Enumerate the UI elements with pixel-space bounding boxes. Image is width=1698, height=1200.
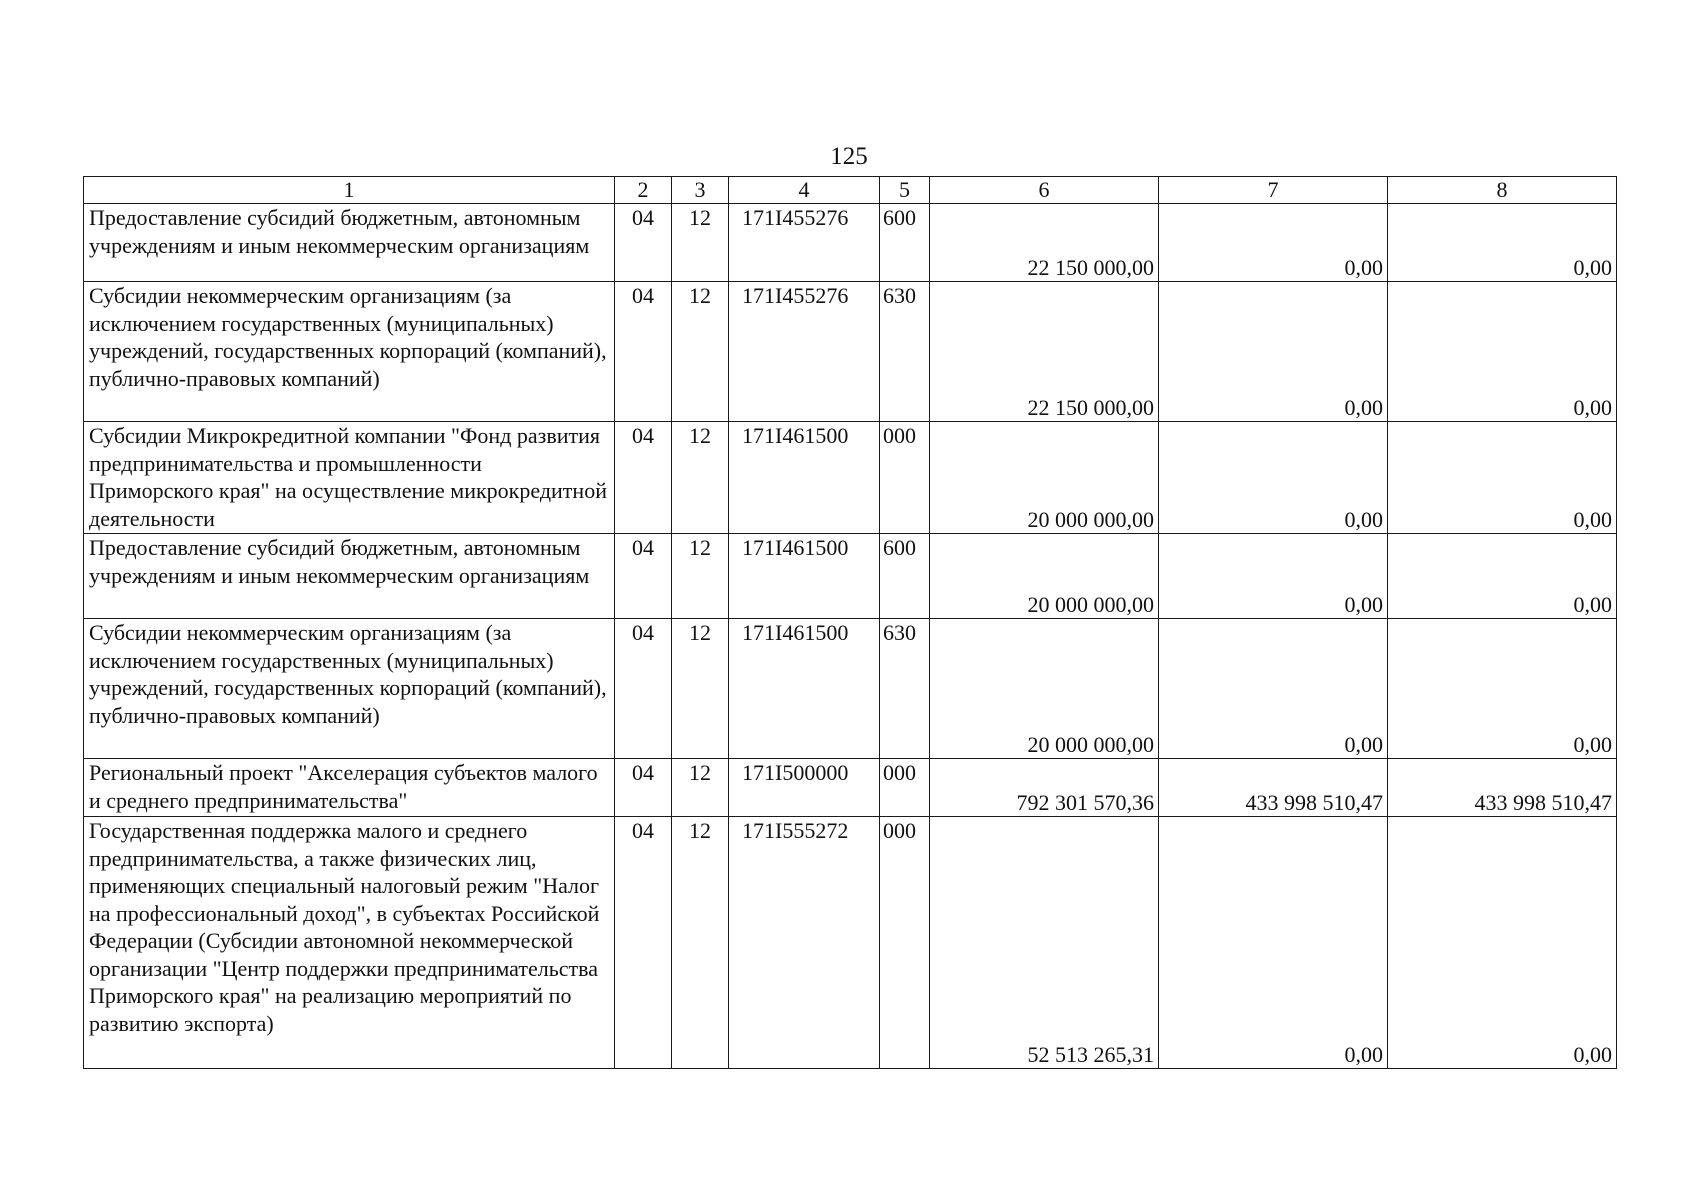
row-target-code: 171I555272: [729, 817, 880, 1069]
table-row: [84, 534, 1617, 619]
table-row: [84, 282, 1617, 422]
column-header-7: 7: [1159, 177, 1388, 204]
row-target-code: 171I461500: [729, 422, 880, 534]
row-amount-7: 433 998 510,47: [1159, 759, 1388, 817]
row-subsection: 12: [672, 422, 729, 534]
row-target-code: 171I455276: [729, 204, 880, 282]
row-name: Государственная поддержка малого и среднего предпринимательства, а также физических лиц, применяющих специальный налоговый режим "Налог на профессиональный доход", в субъектах Российской Федерации (Субсидии автономной некоммерческой организации "Центр поддержки предпринимательства Приморского края" на реализацию мероприятий по развитию экспорта): [84, 817, 615, 1069]
row-amount-8: 0,00: [1388, 817, 1617, 1069]
table-row: [84, 817, 1617, 1069]
row-amount-7: 0,00: [1159, 204, 1388, 282]
row-amount-7: 0,00: [1159, 534, 1388, 619]
column-header-2: 2: [615, 177, 672, 204]
header-row: [84, 177, 1617, 204]
row-amount-6: 22 150 000,00: [930, 282, 1159, 422]
row-amount-7: 0,00: [1159, 817, 1388, 1069]
table-header: [84, 177, 1617, 204]
row-amount-6: 20 000 000,00: [930, 534, 1159, 619]
table-body: [84, 204, 1617, 1069]
row-amount-7: 0,00: [1159, 282, 1388, 422]
row-target-code: 171I455276: [729, 282, 880, 422]
row-subsection: 12: [672, 817, 729, 1069]
row-amount-6: 792 301 570,36: [930, 759, 1159, 817]
column-header-8: 8: [1388, 177, 1617, 204]
row-subsection: 12: [672, 282, 729, 422]
row-name: Предоставление субсидий бюджетным, автономным учреждениям и иным некоммерческим организациям: [84, 534, 615, 619]
row-section: 04: [615, 422, 672, 534]
table-row: [84, 422, 1617, 534]
row-name: Предоставление субсидий бюджетным, автономным учреждениям и иным некоммерческим организациям: [84, 204, 615, 282]
row-expense-type: 000: [880, 422, 930, 534]
row-amount-8: 0,00: [1388, 204, 1617, 282]
row-subsection: 12: [672, 204, 729, 282]
row-expense-type: 000: [880, 817, 930, 1069]
row-amount-6: 52 513 265,31: [930, 817, 1159, 1069]
row-target-code: 171I461500: [729, 619, 880, 759]
row-amount-7: 0,00: [1159, 422, 1388, 534]
row-subsection: 12: [672, 534, 729, 619]
row-subsection: 12: [672, 759, 729, 817]
row-section: 04: [615, 282, 672, 422]
row-target-code: 171I500000: [729, 759, 880, 817]
row-name: Субсидии некоммерческим организациям (за исключением государственных (муниципальных) учреждений, государственных корпораций (компаний), публично-правовых компаний): [84, 282, 615, 422]
row-amount-6: 20 000 000,00: [930, 422, 1159, 534]
row-section: 04: [615, 817, 672, 1069]
row-target-code: 171I461500: [729, 534, 880, 619]
row-expense-type: 630: [880, 619, 930, 759]
row-amount-8: 0,00: [1388, 534, 1617, 619]
table-row: [84, 619, 1617, 759]
row-section: 04: [615, 204, 672, 282]
row-amount-6: 22 150 000,00: [930, 204, 1159, 282]
row-amount-6: 20 000 000,00: [930, 619, 1159, 759]
row-expense-type: 600: [880, 534, 930, 619]
column-header-1: 1: [84, 177, 615, 204]
row-name: Региональный проект "Акселерация субъектов малого и среднего предпринимательства": [84, 759, 615, 817]
row-amount-8: 0,00: [1388, 422, 1617, 534]
column-header-4: 4: [729, 177, 880, 204]
row-amount-8: 0,00: [1388, 282, 1617, 422]
row-amount-8: 433 998 510,47: [1388, 759, 1617, 817]
column-header-5: 5: [880, 177, 930, 204]
row-name: Субсидии Микрокредитной компании "Фонд развития предпринимательства и промышленности Приморского края" на осуществление микрокредитной деятельности: [84, 422, 615, 534]
table-row: [84, 204, 1617, 282]
row-amount-7: 0,00: [1159, 619, 1388, 759]
row-subsection: 12: [672, 619, 729, 759]
row-section: 04: [615, 619, 672, 759]
budget-table: [83, 176, 1617, 1069]
row-expense-type: 000: [880, 759, 930, 817]
table-row: [84, 759, 1617, 817]
row-amount-8: 0,00: [1388, 619, 1617, 759]
page-number: 125: [830, 143, 868, 170]
row-expense-type: 600: [880, 204, 930, 282]
row-name: Субсидии некоммерческим организациям (за исключением государственных (муниципальных) учреждений, государственных корпораций (компаний), публично-правовых компаний): [84, 619, 615, 759]
column-header-3: 3: [672, 177, 729, 204]
row-section: 04: [615, 534, 672, 619]
column-header-6: 6: [930, 177, 1159, 204]
row-section: 04: [615, 759, 672, 817]
row-expense-type: 630: [880, 282, 930, 422]
